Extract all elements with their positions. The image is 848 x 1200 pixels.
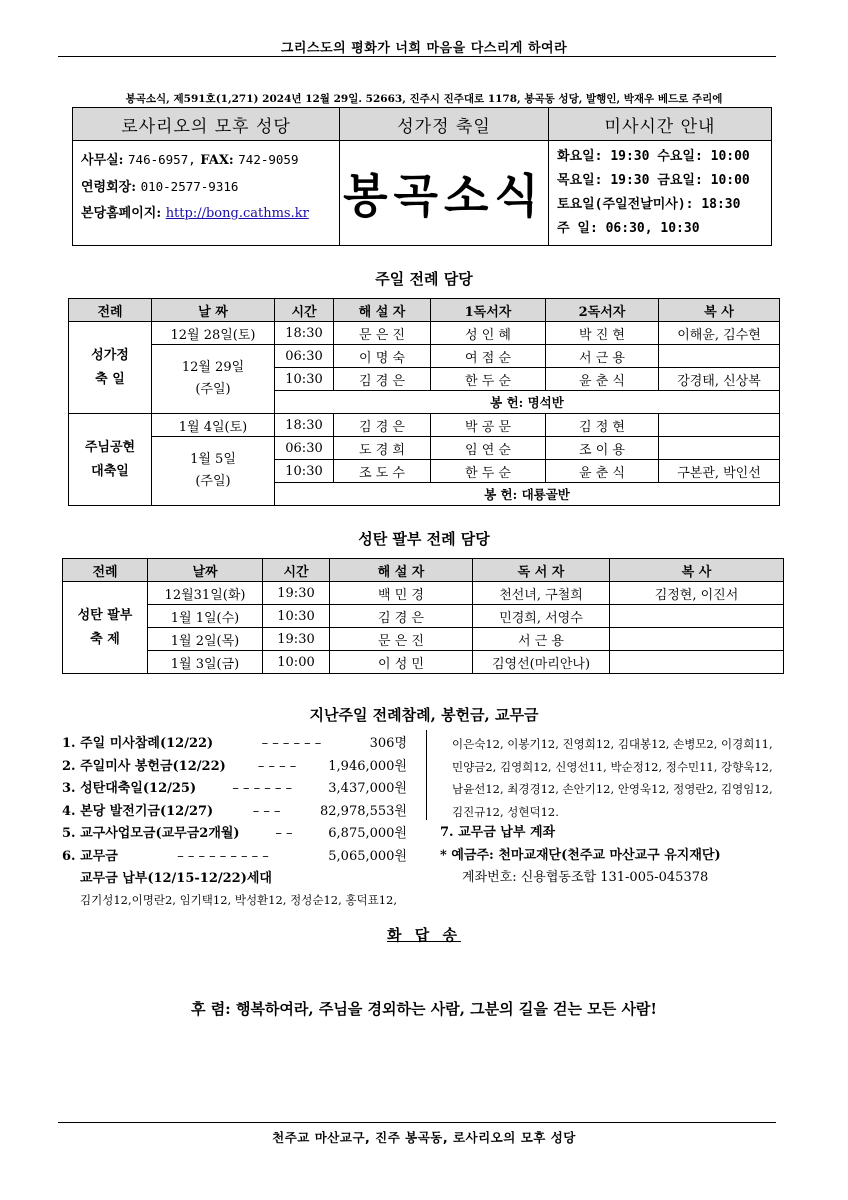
fax-label: FAX: [200, 153, 234, 168]
names-line: 민양금2, 김영희12, 신영선11, 박순정12, 정수민11, 강향욱12, [452, 759, 773, 774]
date-cell: 1월 1일(수) [148, 605, 263, 628]
date-cell: 12월31일(화) [148, 582, 263, 605]
reader2-cell: 윤 춘 식 [546, 368, 659, 391]
item-value: 6,875,000원 [328, 826, 407, 841]
parish-name: 로사리오의 모후 성당 [73, 108, 340, 141]
mass-time-line: 목요일: 19:30 금요일: 10:00 [557, 173, 750, 188]
mass-time-line: 토요일(주일전날미사): 18:30 [557, 197, 741, 212]
header-cell: 전례 [69, 299, 152, 322]
reader-cell: 민경희, 서영수 [473, 605, 610, 628]
time-cell: 06:30 [275, 437, 334, 460]
reader2-cell: 윤 춘 식 [546, 460, 659, 483]
commentator-cell: 이 명 숙 [334, 345, 431, 368]
item-label: 1. 주일 미사참례(12/22) [62, 736, 214, 751]
list-item [62, 801, 407, 824]
table-row [69, 437, 780, 460]
names-line: 이은숙12, 이봉기12, 진영희12, 김대봉12, 손병모2, 이경희11, [452, 737, 773, 751]
mass-time-title: 미사시간 안내 [549, 108, 772, 141]
sunday-liturgy-title: 주일 전례 담당 [375, 270, 473, 288]
label-line: 축 일 [95, 371, 125, 387]
commentator-cell: 도 경 희 [334, 437, 431, 460]
hudapsong-title-wrap [0, 924, 848, 945]
item-label: 5. 교구사업모금(교무금2개월) [62, 826, 240, 841]
server-cell: 강경태, 신상복 [659, 368, 780, 391]
mass-times [549, 141, 772, 246]
reader-cell: 김영선(마리안나) [473, 651, 610, 674]
bottom-rule [58, 1122, 776, 1123]
time-cell: 10:30 [275, 460, 334, 483]
server-cell [659, 345, 780, 368]
account-info [440, 822, 790, 890]
server-cell: 구본관, 박인선 [659, 460, 780, 483]
homepage-label: 본당홈페이지: [81, 206, 162, 221]
item-label: 2. 주일미사 봉헌금(12/22) [62, 758, 226, 774]
item-value: 306명 [369, 736, 407, 751]
office-label: 사무실: [81, 153, 124, 168]
date-line: 12월 29일 [181, 360, 245, 375]
reader2-cell: 김 정 현 [546, 414, 659, 437]
mass-time-line: 화요일: 19:30 수요일: 10:00 [557, 149, 750, 164]
reader-cell: 천선녀, 구철희 [473, 582, 610, 605]
item-label: 4. 본당 발전기금(12/27) [62, 803, 214, 819]
header-cell: 복 사 [659, 299, 780, 322]
header-cell: 복 사 [610, 559, 784, 582]
names-line: 남윤선12, 최경경12, 손안기12, 안영욱12, 정영란2, 김영임12, [452, 782, 773, 796]
item-value: 5,065,000원 [328, 848, 407, 864]
server-cell: 김정현, 이진서 [610, 582, 784, 605]
date-cell: 1월 3일(금) [148, 651, 263, 674]
list-item [62, 733, 407, 756]
time-cell: 19:30 [263, 582, 330, 605]
time-cell: 10:00 [263, 651, 330, 674]
header-cell: 날짜 [148, 559, 263, 582]
table-row [63, 628, 784, 651]
table-row [63, 582, 784, 605]
list-item [62, 756, 407, 779]
time-cell: 18:30 [275, 414, 334, 437]
account-number: 계좌번호: 신용협동조합 131-005-045378 [462, 870, 709, 885]
reader1-cell: 한 두 순 [431, 368, 546, 391]
commentator-cell: 김 경 은 [330, 605, 473, 628]
label-line: 주님공현 [84, 439, 136, 455]
top-rule [58, 56, 776, 57]
date-line: (주일) [195, 474, 231, 489]
publication-info: 봉곡소식, 제591호(1,271) 2024년 12월 29일. 52663, 진주시 진주대로 1178, 봉곡동 성당, 발행인, 박재우 베드로 주리에 [125, 93, 723, 105]
item-value: 82,978,553원 [320, 803, 407, 819]
table-row [69, 322, 780, 345]
server-cell [610, 628, 784, 651]
item-dashes: – – – – – – – – – [177, 848, 269, 864]
fax-number: 742-9059 [238, 152, 299, 167]
header-cell: 시간 [263, 559, 330, 582]
server-cell [610, 605, 784, 628]
header-cell: 해 설 자 [334, 299, 431, 322]
dues-header: 교무금 납부(12/15-12/22)세대 [80, 871, 272, 886]
reader1-cell: 여 점 순 [431, 345, 546, 368]
label-line: 성가정 [91, 347, 129, 363]
header-cell: 날 짜 [152, 299, 275, 322]
date-line: (주일) [195, 382, 231, 397]
item-value: 1,946,000원 [328, 758, 407, 774]
contact-info [73, 141, 340, 246]
time-cell: 18:30 [275, 322, 334, 345]
commentator-cell: 김 경 은 [334, 368, 431, 391]
dues-names-right [452, 733, 792, 823]
date-cell: 12월 28일(토) [152, 322, 275, 345]
liturgy-label [69, 414, 152, 506]
offering-cell: 봉 헌: 명석반 [275, 391, 780, 414]
server-cell [659, 414, 780, 437]
column-divider [426, 730, 427, 820]
header-cell: 해 설 자 [330, 559, 473, 582]
hudapsong-title: 화 답 송 [387, 926, 461, 944]
liturgy-label [69, 322, 152, 414]
reader-cell: 서 근 용 [473, 628, 610, 651]
header-cell: 1독서자 [431, 299, 546, 322]
list-item [62, 823, 407, 846]
time-cell: 10:30 [263, 605, 330, 628]
header-cell: 2독서자 [546, 299, 659, 322]
footer: 천주교 마산교구, 진주 봉곡동, 로사리오의 모후 성당 [272, 1130, 576, 1145]
time-cell: 10:30 [275, 368, 334, 391]
hudapsong-refrain: 후 렴: 행복하여라, 주님을 경외하는 사람, 그분의 길을 걷는 모든 사람! [190, 1000, 658, 1018]
chair-phone: 010-2577-9316 [140, 179, 239, 194]
list-item [62, 846, 407, 869]
reader1-cell: 박 공 문 [431, 414, 546, 437]
dues-names-left: 김기성12,이명란2, 임기택12, 박성환12, 정성순12, 홍덕표12, [80, 893, 397, 907]
time-cell: 19:30 [263, 628, 330, 651]
date-cell: 1월 4일(토) [152, 414, 275, 437]
label-line: 축 제 [90, 631, 120, 647]
commentator-cell: 문 은 진 [330, 628, 473, 651]
motto: 그리스도의 평화가 너희 마음을 다스리게 하여라 [280, 41, 568, 56]
christmas-octave-table [62, 558, 784, 674]
office-phone: 746-6957, [128, 152, 196, 167]
homepage-link[interactable]: http://bong.cathms.kr [165, 206, 309, 221]
reader2-cell: 조 이 용 [546, 437, 659, 460]
item-dashes: – – – – [257, 758, 297, 774]
date-cell: 1월 2일(목) [148, 628, 263, 651]
commentator-cell: 조 도 수 [334, 460, 431, 483]
item-dashes: – – – [252, 803, 281, 819]
header-cell: 전례 [63, 559, 148, 582]
server-cell: 이해윤, 김수현 [659, 322, 780, 345]
item-dashes: – – – – – – [232, 781, 293, 796]
item-label: 6. 교무금 [62, 848, 118, 864]
table-row [69, 345, 780, 368]
reader1-cell: 한 두 순 [431, 460, 546, 483]
commentator-cell: 백 민 경 [330, 582, 473, 605]
table-row [63, 605, 784, 628]
table-row [63, 651, 784, 674]
reader2-cell: 서 근 용 [546, 345, 659, 368]
last-week-list [62, 733, 407, 891]
account-holder: * 예금주: 천마교재단(천주교 마산교구 유지재단) [440, 847, 721, 863]
header-box [72, 107, 772, 246]
christmas-octave-title: 성탄 팔부 전례 담당 [358, 530, 490, 548]
item-dashes: – – [275, 826, 293, 841]
date-line: 1월 5일 [190, 452, 236, 467]
server-cell [659, 437, 780, 460]
table-row [69, 414, 780, 437]
newsletter-logo: 봉곡소식 [340, 141, 549, 246]
date-cell [152, 437, 275, 506]
reader2-cell: 박 진 현 [546, 322, 659, 345]
item-value: 3,437,000원 [328, 781, 407, 796]
reader1-cell: 성 인 혜 [431, 322, 546, 345]
label-line: 대축일 [91, 463, 129, 479]
last-week-title: 지난주일 전례참례, 봉헌금, 교무금 [309, 706, 539, 724]
account-title: 7. 교무금 납부 계좌 [440, 825, 556, 840]
list-item [62, 778, 407, 801]
offering-cell: 봉 헌: 대룡골반 [275, 483, 780, 506]
item-dashes: – – – – – – [261, 736, 322, 751]
feast-title: 성가정 축일 [340, 108, 549, 141]
commentator-cell: 문 은 진 [334, 322, 431, 345]
time-cell: 06:30 [275, 345, 334, 368]
header-cell: 독 서 자 [473, 559, 610, 582]
date-cell [152, 345, 275, 414]
names-line: 김진규12, 성현덕12. [452, 804, 559, 819]
liturgy-label [63, 582, 148, 674]
header-cell: 시간 [275, 299, 334, 322]
sunday-liturgy-table [68, 298, 780, 506]
commentator-cell: 이 성 민 [330, 651, 473, 674]
label-line: 성탄 팔부 [77, 607, 133, 623]
reader1-cell: 임 연 순 [431, 437, 546, 460]
commentator-cell: 김 경 은 [334, 414, 431, 437]
item-label: 3. 성탄대축일(12/25) [62, 781, 197, 796]
chair-label: 연령회장: [81, 180, 137, 195]
server-cell [610, 651, 784, 674]
mass-time-line: 주 일: 06:30, 10:30 [557, 221, 700, 236]
